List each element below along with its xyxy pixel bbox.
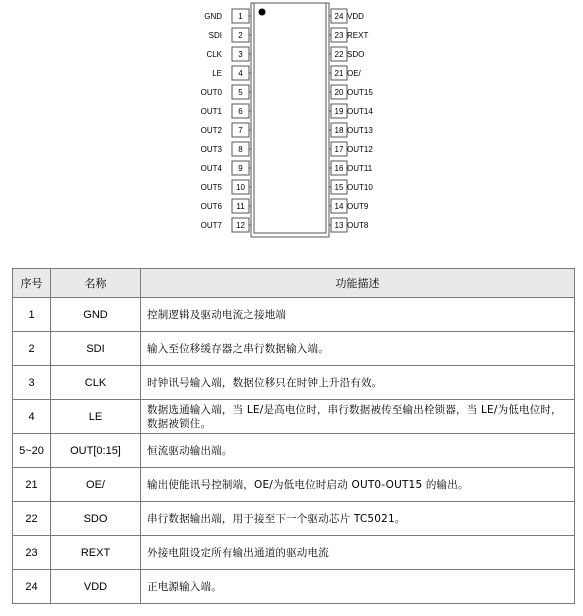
left-pin — [201, 180, 251, 194]
pin-name: OUT7 — [200, 221, 222, 230]
pin-name: OE/ — [347, 69, 361, 78]
pin-name: OUT2 — [200, 126, 222, 135]
row-index: 4 — [13, 400, 51, 434]
header-name: 名称 — [51, 269, 141, 298]
pin-number: 23 — [334, 31, 344, 40]
pin-function-table — [12, 268, 575, 604]
pin-number: 2 — [238, 31, 243, 40]
left-pin — [201, 218, 251, 232]
pin-name: OUT1 — [200, 107, 222, 116]
row-name: VDD — [51, 570, 141, 604]
pin-number: 20 — [334, 88, 344, 97]
pin-number: 6 — [238, 107, 243, 116]
left-pin — [201, 161, 251, 175]
row-name: SDI — [51, 332, 141, 366]
right-pin — [329, 9, 364, 23]
pin-name: REXT — [347, 31, 369, 40]
row-name: OUT[0:15] — [51, 434, 141, 468]
pin-name: OUT11 — [347, 164, 373, 173]
pin-name: OUT9 — [347, 202, 369, 211]
pin-name: OUT14 — [347, 107, 373, 116]
right-pin — [329, 123, 373, 137]
left-pin — [201, 142, 251, 156]
pin-number: 13 — [334, 221, 344, 230]
pin-number: 9 — [238, 164, 243, 173]
pin-number: 12 — [236, 221, 245, 230]
table-row — [13, 468, 575, 502]
left-pin — [201, 104, 251, 118]
header-index: 序号 — [13, 269, 51, 298]
pin-name: SDI — [208, 31, 222, 40]
pin-name: OUT6 — [200, 202, 222, 211]
pin-number: 7 — [238, 126, 243, 135]
row-name: OE/ — [51, 468, 141, 502]
pin-name: OUT15 — [347, 88, 373, 97]
table-row — [13, 366, 575, 400]
pin-name: OUT12 — [347, 145, 373, 154]
row-description: 正电源输入端。 — [141, 570, 575, 604]
pin-number: 10 — [236, 183, 245, 192]
pin-number: 4 — [238, 69, 243, 78]
left-pin — [201, 85, 251, 99]
row-name: REXT — [51, 536, 141, 570]
row-index: 24 — [13, 570, 51, 604]
row-index: 1 — [13, 298, 51, 332]
pin-name: OUT4 — [200, 164, 222, 173]
row-name: CLK — [51, 366, 141, 400]
row-index: 23 — [13, 536, 51, 570]
right-pin — [329, 28, 368, 42]
pin-diagram — [0, 0, 583, 262]
pin-name: OUT3 — [200, 145, 222, 154]
left-pin — [204, 9, 251, 23]
right-pin — [329, 161, 373, 175]
pin-name: OUT8 — [347, 221, 369, 230]
pin-number: 19 — [334, 107, 344, 116]
row-description: 串行数据输出端，用于接至下一个驱动芯片 TC5021。 — [141, 502, 575, 536]
row-index: 22 — [13, 502, 51, 536]
pin-number: 5 — [238, 88, 243, 97]
pin-name: VDD — [347, 12, 364, 21]
row-description: 输入至位移缓存器之串行数据输入端。 — [141, 332, 575, 366]
header-description: 功能描述 — [141, 269, 575, 298]
pin-name: SDO — [347, 50, 365, 59]
left-pin — [201, 199, 251, 213]
pin-number: 15 — [334, 183, 344, 192]
row-index: 2 — [13, 332, 51, 366]
pin-number: 22 — [334, 50, 344, 59]
row-index: 21 — [13, 468, 51, 502]
right-pin — [329, 85, 373, 99]
pin1-marker-dot — [259, 9, 266, 16]
table-row — [13, 502, 575, 536]
row-description: 恒流驱动输出端。 — [141, 434, 575, 468]
right-pin — [329, 66, 362, 80]
pin-name: OUT0 — [200, 88, 222, 97]
pin-number: 8 — [238, 145, 243, 154]
table-row — [13, 434, 575, 468]
pin-number: 16 — [334, 164, 344, 173]
row-description: 时钟讯号输入端，数据位移只在时钟上升沿有效。 — [141, 366, 575, 400]
pin-number: 21 — [334, 69, 344, 78]
right-pin — [329, 47, 364, 61]
row-description: 外接电阻设定所有输出通道的驱动电流 — [141, 536, 575, 570]
chip-body-outer — [251, 3, 329, 237]
left-pin — [212, 66, 251, 80]
row-description: 输出使能讯号控制端，OE/为低电位时启动 OUT0-OUT15 的输出。 — [141, 468, 575, 502]
row-name: LE — [51, 400, 141, 434]
left-pin — [201, 123, 251, 137]
row-name: GND — [51, 298, 141, 332]
right-pin — [329, 142, 373, 156]
pin-number: 11 — [236, 202, 245, 211]
left-pin — [209, 28, 251, 42]
pin-name: OUT10 — [347, 183, 373, 192]
right-pin — [329, 199, 369, 213]
table-row — [13, 332, 575, 366]
table-row — [13, 298, 575, 332]
right-pin — [329, 180, 373, 194]
row-index: 5~20 — [13, 434, 51, 468]
pin-number: 1 — [238, 12, 243, 21]
table-header-row — [13, 269, 575, 298]
pin-name: CLK — [206, 50, 222, 59]
right-pin — [329, 104, 373, 118]
pin-number: 18 — [334, 126, 344, 135]
table-row — [13, 570, 575, 604]
table-row — [13, 400, 575, 434]
row-description: 控制逻辑及驱动电流之接地端 — [141, 298, 575, 332]
row-name: SDO — [51, 502, 141, 536]
pin-number: 17 — [334, 145, 344, 154]
pin-name: OUT13 — [347, 126, 373, 135]
pin-number: 3 — [238, 50, 243, 59]
table-row — [13, 536, 575, 570]
pin-name: GND — [204, 12, 222, 21]
row-description: 数据选通输入端，当 LE/是高电位时，串行数据被传至输出栓锁器，当 LE/为低电位时，数据被锁住。 — [141, 400, 575, 434]
row-index: 3 — [13, 366, 51, 400]
left-pin — [206, 47, 251, 61]
pin-name: LE — [212, 69, 222, 78]
pin-name: OUT5 — [200, 183, 222, 192]
pin-number: 24 — [334, 12, 344, 21]
pin-number: 14 — [334, 202, 344, 211]
right-pin — [329, 218, 369, 232]
